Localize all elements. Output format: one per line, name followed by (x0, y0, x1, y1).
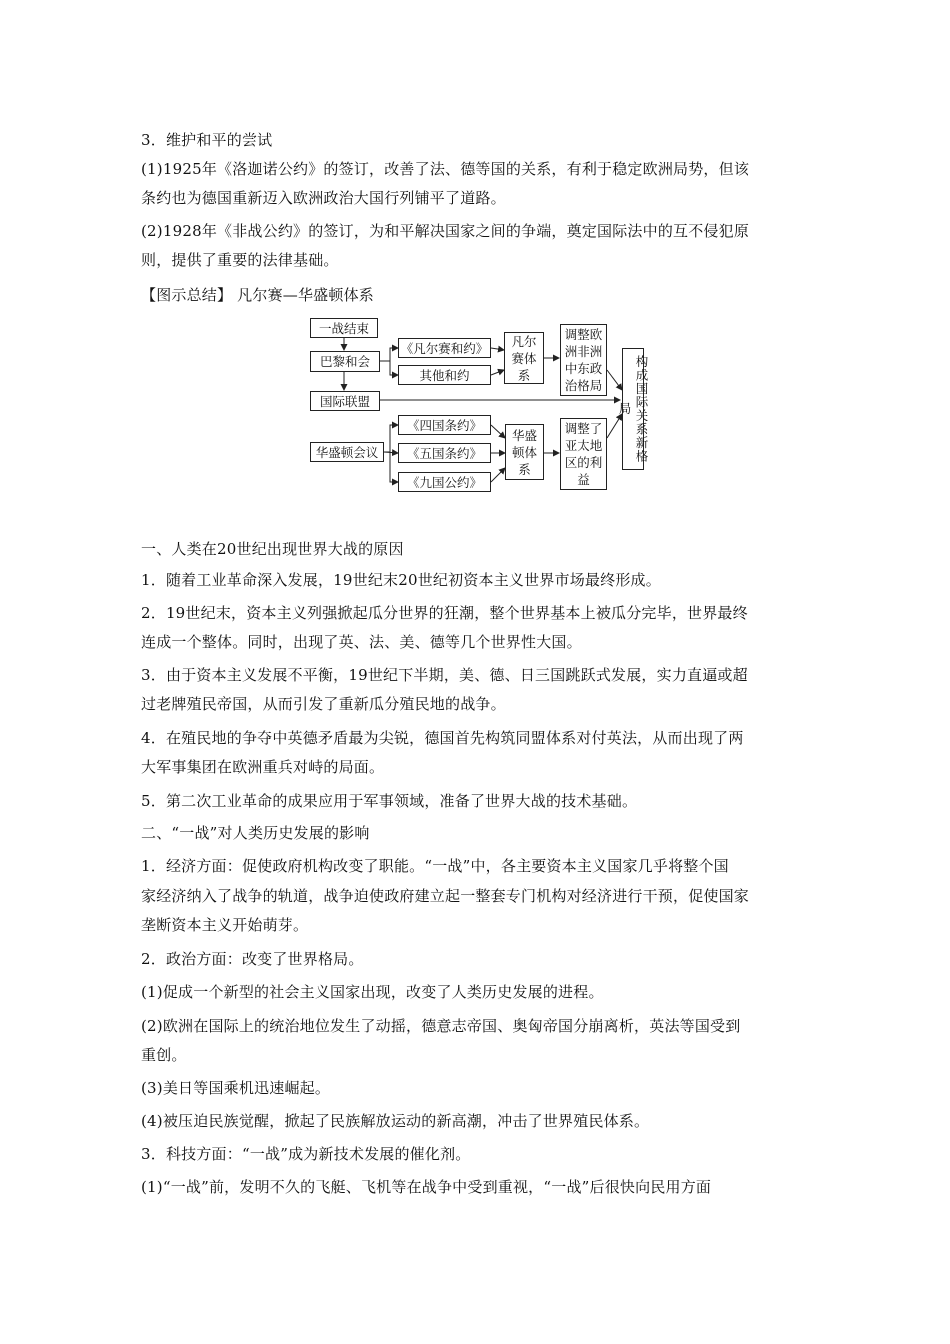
paragraph-line: 3．由于资本主义发展不平衡，19世纪下半期，美、德、日三国跳跃式发展，实力直逼或超 (141, 666, 748, 684)
section-heading-peace: 3．维护和平的尝试 (141, 131, 273, 149)
paragraph-line: (1)“一战”前，发明不久的飞艇、飞机等在战争中受到重视，“一战”后很快向民用方面 (141, 1178, 712, 1196)
figure-title: 【图示总结】 凡尔赛—华盛顿体系 (141, 286, 374, 304)
box-versailles-system (504, 332, 544, 384)
adjust-asia-label: 调整了亚太地区的利益 (564, 421, 603, 487)
paragraph-line: 大军事集团在欧洲重兵对峙的局面。 (141, 758, 385, 776)
paragraph-line: 4．在殖民地的争夺中英德矛盾最为尖锐，德国首先构筑同盟体系对付英法，从而出现了两 (141, 729, 744, 747)
paragraph-line: 2．政治方面：改变了世界格局。 (141, 950, 364, 968)
paragraph-line: 2．19世纪末，资本主义列强掀起瓜分世界的狂潮，整个世界基本上被瓜分完毕，世界最终 (141, 604, 748, 622)
box-four-power-treaty: 《四国条约》 (398, 415, 491, 435)
paragraph-line: (2)欧洲在国际上的统治地位发生了动摇，德意志帝国、奥匈帝国分崩离析，英法等国受到 (141, 1017, 741, 1035)
paragraph-line: 1．经济方面：促使政府机构改变了职能。“一战”中，各主要资本主义国家几乎将整个国 (141, 857, 729, 875)
box-other-treaties: 其他和约 (398, 365, 491, 385)
paragraph-line: (1)促成一个新型的社会主义国家出现，改变了人类历史发展的进程。 (141, 983, 604, 1001)
paragraph-line: (1)1925年《洛迦诺公约》的签订，改善了法、德等国的关系，有利于稳定欧洲局势，但该 (141, 160, 750, 178)
box-league-of-nations: 国际联盟 (310, 391, 380, 411)
section-heading-causes: 一、人类在20世纪出现世界大战的原因 (141, 540, 404, 558)
paragraph-line: 垄断资本主义开始萌芽。 (141, 916, 309, 934)
section-heading-impact: 二、“一战”对人类历史发展的影响 (141, 824, 370, 842)
paragraph-line: 则，提供了重要的法律基础。 (141, 251, 339, 269)
box-versailles-treaty: 《凡尔赛和约》 (398, 338, 491, 358)
adjust-europe-label: 调整欧洲非洲中东政治格局 (564, 327, 603, 393)
versailles-washington-diagram (306, 310, 649, 500)
paragraph-line: 重创。 (141, 1046, 187, 1064)
paragraph-line: (4)被压迫民族觉醒，掀起了民族解放运动的新高潮，冲击了世界殖民体系。 (141, 1112, 650, 1130)
paragraph-line: 家经济纳入了战争的轨道，战争迫使政府建立起一整套专门机构对经济进行干预，促使国家 (141, 887, 750, 905)
box-war-end: 一战结束 (310, 318, 378, 338)
box-nine-power-treaty: 《九国公约》 (398, 472, 491, 492)
box-new-pattern (617, 348, 649, 470)
paragraph-line: 过老牌殖民帝国，从而引发了重新瓜分殖民地的战争。 (141, 695, 506, 713)
paragraph-line: (3)美日等国乘机迅速崛起。 (141, 1079, 331, 1097)
washington-system-label: 华盛顿体系 (511, 427, 537, 477)
box-washington-system (505, 424, 544, 480)
new-pattern-label: 构成国际关系新格局 (617, 355, 649, 463)
box-five-power-treaty: 《五国条约》 (398, 443, 491, 463)
box-washington-conference: 华盛顿会议 (310, 442, 384, 462)
paragraph-line: 1．随着工业革命深入发展，19世纪末20世纪初资本主义世界市场最终形成。 (141, 571, 661, 589)
box-adjust-asia (560, 418, 607, 490)
paragraph-line: 5．第二次工业革命的成果应用于军事领域，准备了世界大战的技术基础。 (141, 792, 638, 810)
box-adjust-europe (560, 324, 607, 396)
box-paris-conference: 巴黎和会 (310, 351, 380, 372)
paragraph-line: 条约也为德国重新迈入欧洲政治大国行列铺平了道路。 (141, 189, 506, 207)
paragraph-line: 3．科技方面：“一战”成为新技术发展的催化剂。 (141, 1145, 471, 1163)
paragraph-line: 连成一个整体。同时，出现了英、法、美、德等几个世界性大国。 (141, 633, 582, 651)
paragraph-line: (2)1928年《非战公约》的签订，为和平解决国家之间的争端，奠定国际法中的互不侵犯原 (141, 222, 750, 240)
versailles-system-label: 凡尔赛体系 (511, 333, 537, 383)
